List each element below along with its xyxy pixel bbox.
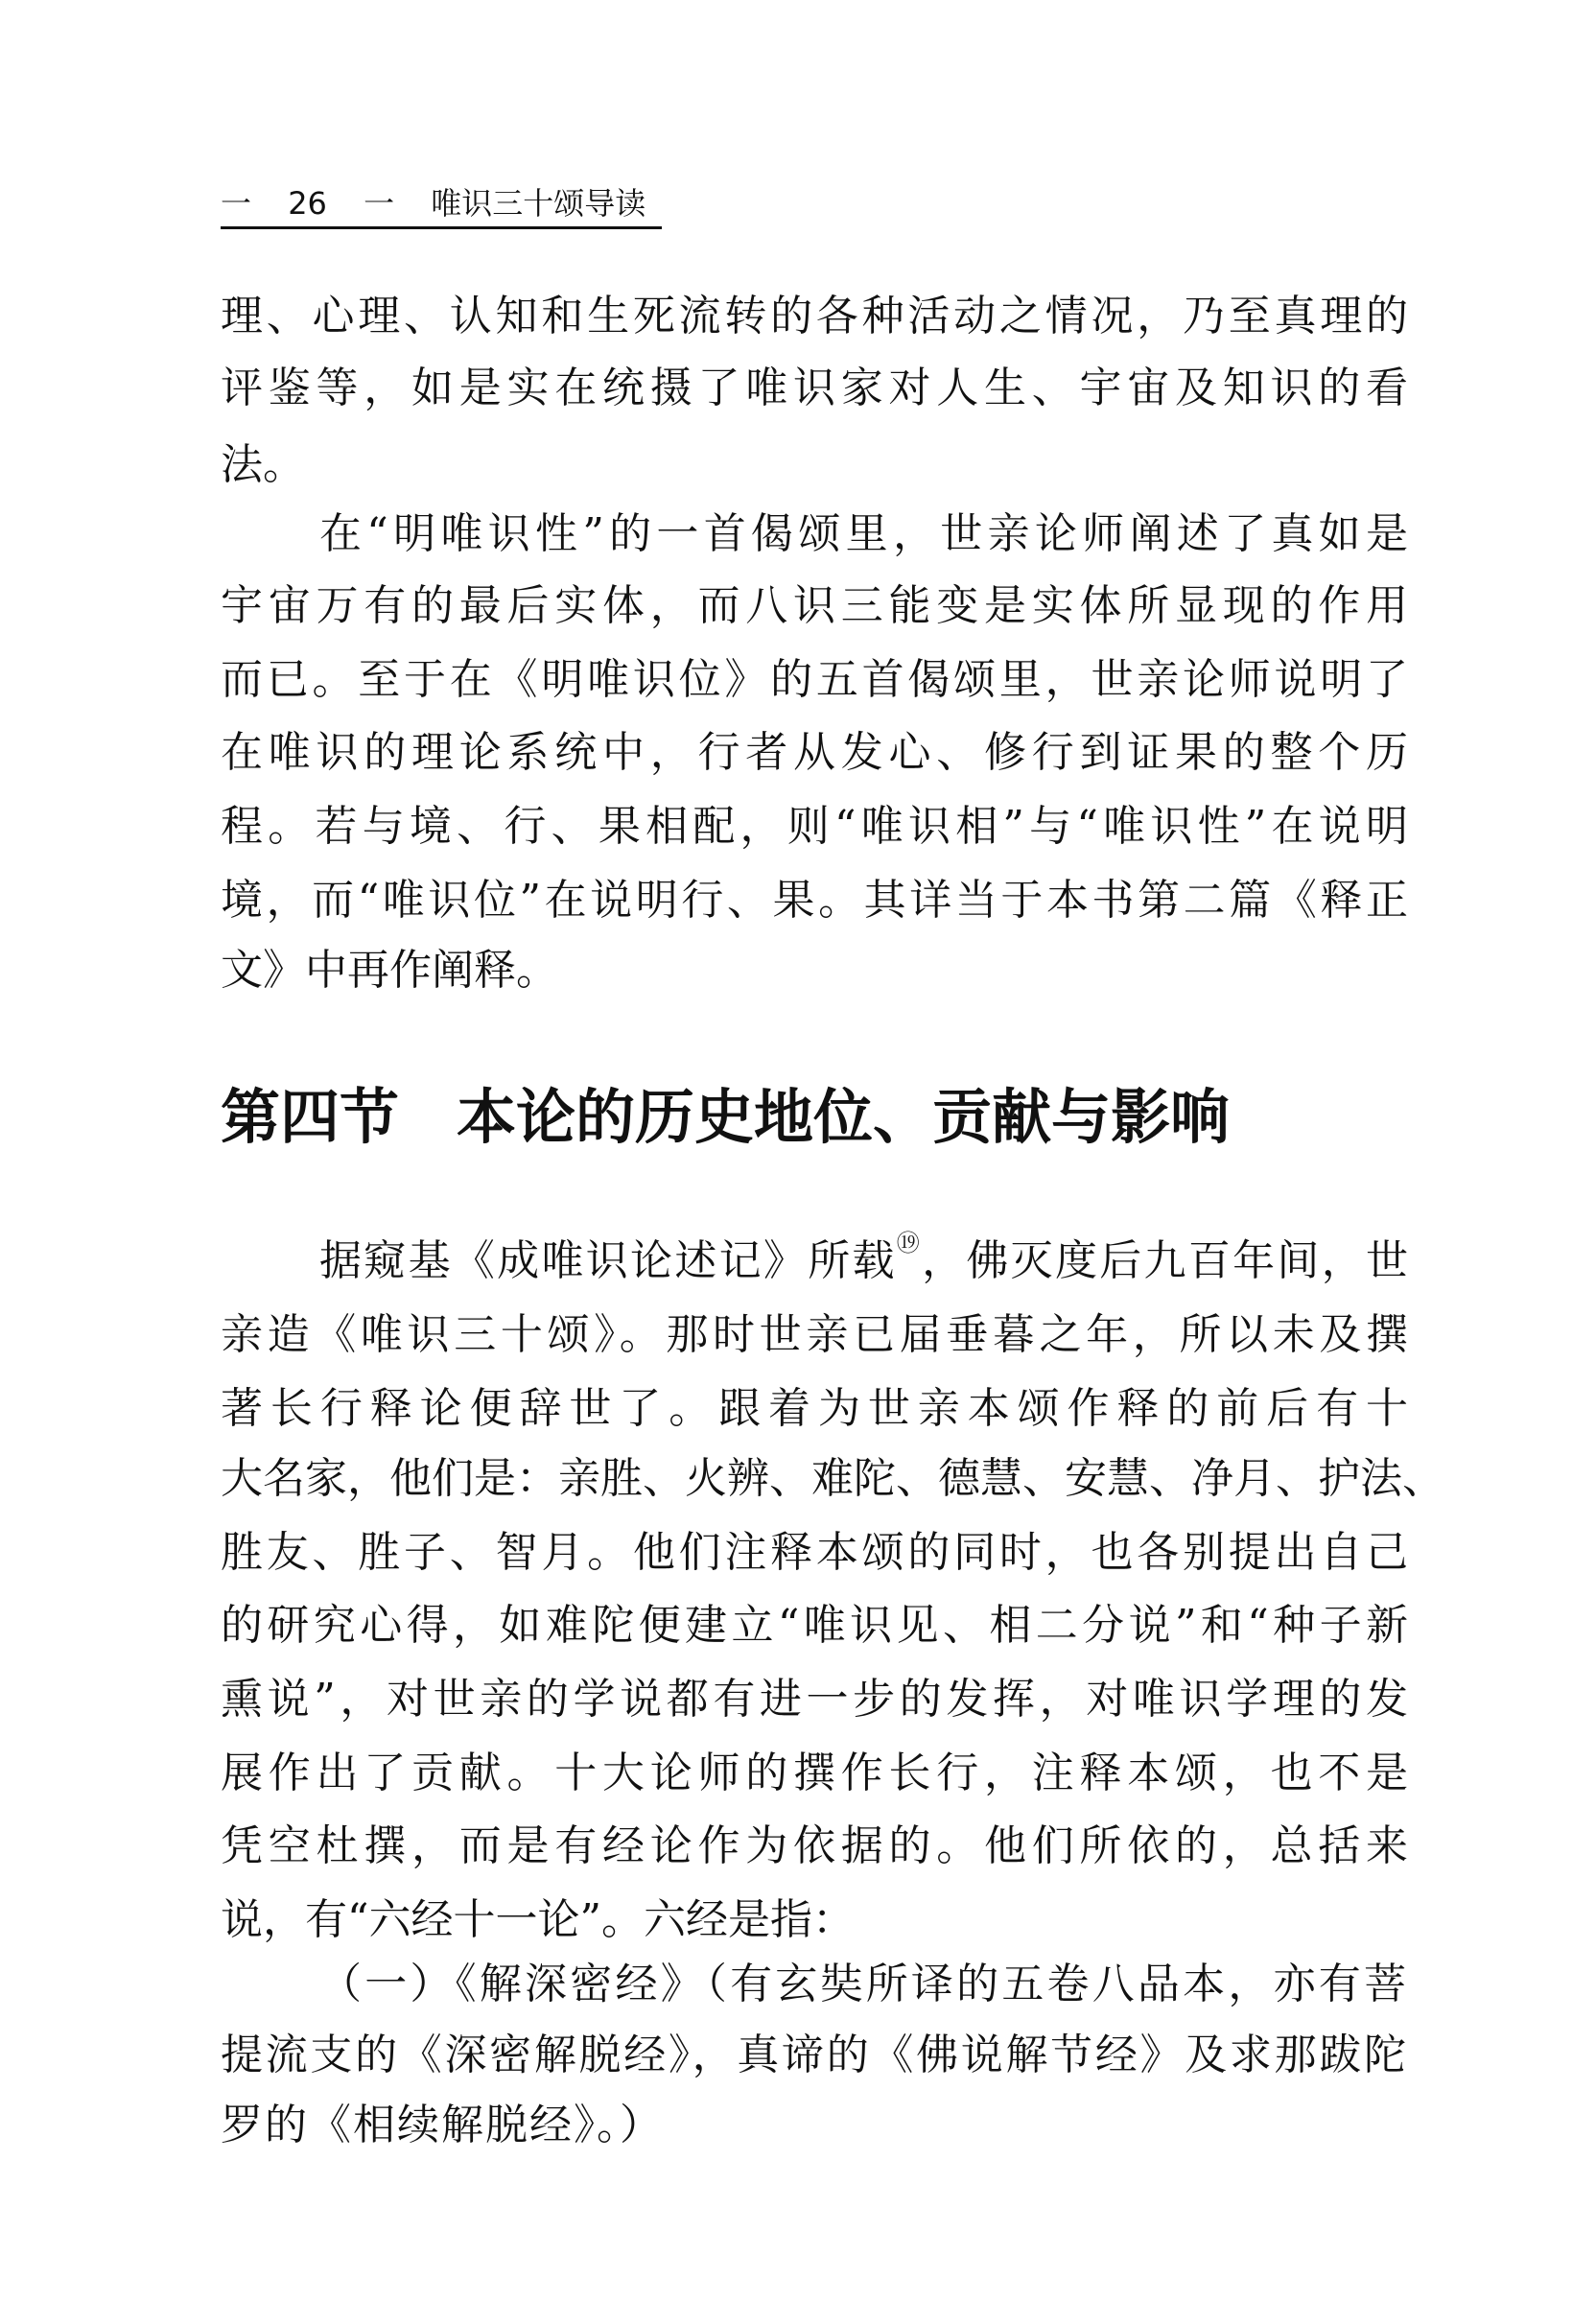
text-line: 著长行释论便辞世了。跟着为世亲本颂作释的前后有十 bbox=[221, 1384, 1408, 1433]
header-dash: 一 bbox=[364, 185, 395, 222]
text-line: 文》中再作阐释。 bbox=[221, 946, 558, 995]
text-line: 法。 bbox=[221, 440, 305, 489]
text-line: 评鉴等，如是实在统摄了唯识家对人生、宇宙及知识的看 bbox=[221, 364, 1408, 412]
text-line: 大名家，他们是：亲胜、火辨、难陀、德慧、安慧、净月、护法、 bbox=[221, 1454, 1444, 1503]
footnote-marker[interactable]: ⑲ bbox=[896, 1230, 923, 1256]
text-line: 亲造《唯识三十颂》。那时世亲已届垂暮之年，所以未及撰 bbox=[221, 1310, 1408, 1359]
section-heading bbox=[221, 1082, 1230, 1153]
text-span: ，佛灭度后九百年间，世 bbox=[922, 1236, 1409, 1285]
text-line: 提流支的《深密解脱经》，真谛的《佛说解节经》及求那跋陀 bbox=[221, 2031, 1408, 2079]
text-line: 熏说”，对世亲的学说都有进一步的发挥，对唯识学理的发 bbox=[221, 1675, 1408, 1724]
text-line: 凭空杜撰，而是有经论作为依据的。他们所依的，总括来 bbox=[221, 1821, 1408, 1870]
text-line: 的研究心得，如难陀便建立“唯识见、相二分说”和“种子新 bbox=[221, 1601, 1408, 1650]
text-span: 据窥基《成唯识论述记》所载 bbox=[319, 1236, 897, 1285]
text-line: 展作出了贡献。十大论师的撰作长行，注释本颂，也不是 bbox=[221, 1749, 1408, 1797]
text-line: 而已。至于在《明唯识位》的五首偈颂里，世亲论师说明了 bbox=[221, 655, 1408, 704]
text-line: 罗的《相续解脱经》。） bbox=[221, 2101, 664, 2149]
section-title: 本论的历史地位、贡献与影响 bbox=[457, 1082, 1231, 1152]
text-line: 在唯识的理论系统中，行者从发心、修行到证果的整个历 bbox=[221, 728, 1408, 777]
page-number: 26 bbox=[288, 185, 327, 222]
header-dash: 一 bbox=[221, 185, 252, 222]
text-line: 境，而“唯识位”在说明行、果。其详当于本书第二篇《释正 bbox=[221, 876, 1408, 925]
text-line: （一）《解深密经》（有玄奘所译的五卷八品本，亦有菩 bbox=[319, 1960, 1408, 2008]
text-line bbox=[221, 1224, 1408, 1298]
text-line: 在“明唯识性”的一首偈颂里，世亲论师阐述了真如是 bbox=[319, 509, 1408, 558]
text-line: 说，有“六经十一论”。六经是指： bbox=[221, 1895, 855, 1944]
book-title: 唯识三十颂导读 bbox=[431, 185, 646, 222]
text-line: 宇宙万有的最后实体，而八识三能变是实体所显现的作用 bbox=[221, 581, 1408, 630]
text-line: 胜友、胜子、智月。他们注释本颂的同时，也各别提出自己 bbox=[221, 1528, 1408, 1577]
text-line: 程。若与境、行、果相配，则“唯识相”与“唯识性”在说明 bbox=[221, 802, 1408, 851]
running-header bbox=[221, 184, 662, 229]
text-line: 理、心理、认知和生死流转的各种活动之情况，乃至真理的 bbox=[221, 292, 1408, 340]
section-number: 第四节 bbox=[221, 1082, 400, 1152]
